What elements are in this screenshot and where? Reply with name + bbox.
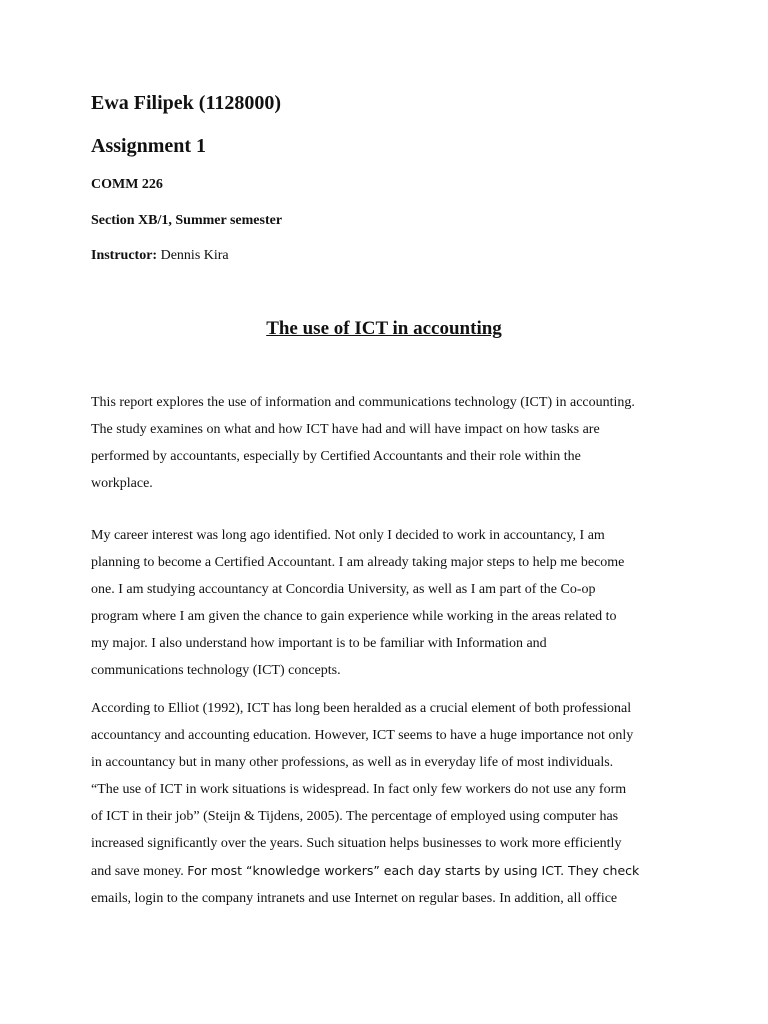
text-line bbox=[91, 857, 691, 885]
text-line: my major. I also understand how important is to be familiar with Information and bbox=[91, 636, 547, 651]
paragraph-career bbox=[91, 522, 691, 684]
text-line: performed by accountants, especially by Certified Accountants and their role within the bbox=[91, 449, 581, 464]
text-line: workplace. bbox=[91, 476, 153, 491]
text-line: “The use of ICT in work situations is widespread. In fact only few workers do not use any form bbox=[91, 782, 627, 797]
text-line: communications technology (ICT) concepts. bbox=[91, 663, 341, 678]
text-line: increased significantly over the years. Such situation helps businesses to work more efficiently bbox=[91, 836, 622, 851]
text-line: one. I am studying accountancy at Concordia University, as well as I am part of the Co-op bbox=[91, 582, 596, 597]
text-line: planning to become a Certified Accountant. I am already taking major steps to help me become bbox=[91, 555, 625, 570]
document-title: The use of ICT in accounting bbox=[266, 318, 502, 339]
course-code: COMM 226 bbox=[91, 177, 163, 192]
paragraph-literature bbox=[91, 695, 691, 912]
author-heading: Ewa Filipek (1128000) bbox=[91, 92, 282, 114]
text-line: emails, login to the company intranets and use Internet on regular bases. In addition, all office bbox=[91, 891, 618, 906]
text-line: My career interest was long ago identified. Not only I decided to work in accountancy, I am bbox=[91, 528, 605, 543]
text-run: and save money. bbox=[91, 864, 188, 879]
text-line: The study examines on what and how ICT have had and will have impact on how tasks are bbox=[91, 422, 600, 437]
text-line: accountancy and accounting education. However, ICT seems to have a huge importance not only bbox=[91, 728, 634, 743]
paragraph-intro bbox=[91, 389, 691, 497]
text-line: program where I am given the chance to gain experience while working in the areas related to bbox=[91, 609, 617, 624]
instructor-label: Instructor: bbox=[91, 248, 158, 263]
text-line: According to Elliot (1992), ICT has long been heralded as a crucial element of both professional bbox=[91, 701, 632, 716]
instructor-line bbox=[91, 248, 229, 264]
text-line: This report explores the use of information and communications technology (ICT) in accounting. bbox=[91, 395, 635, 410]
section-info: Section XB/1, Summer semester bbox=[91, 213, 283, 228]
instructor-name: Dennis Kira bbox=[157, 248, 229, 263]
text-run-alt-font: For most “knowledge workers” each day starts by using ICT. They check bbox=[187, 863, 640, 878]
text-line: in accountancy but in many other professions, as well as in everyday life of most individuals. bbox=[91, 755, 614, 770]
text-line: of ICT in their job” (Steijn & Tijdens, 2005). The percentage of employed using computer has bbox=[91, 809, 619, 824]
assignment-heading: Assignment 1 bbox=[91, 135, 207, 157]
